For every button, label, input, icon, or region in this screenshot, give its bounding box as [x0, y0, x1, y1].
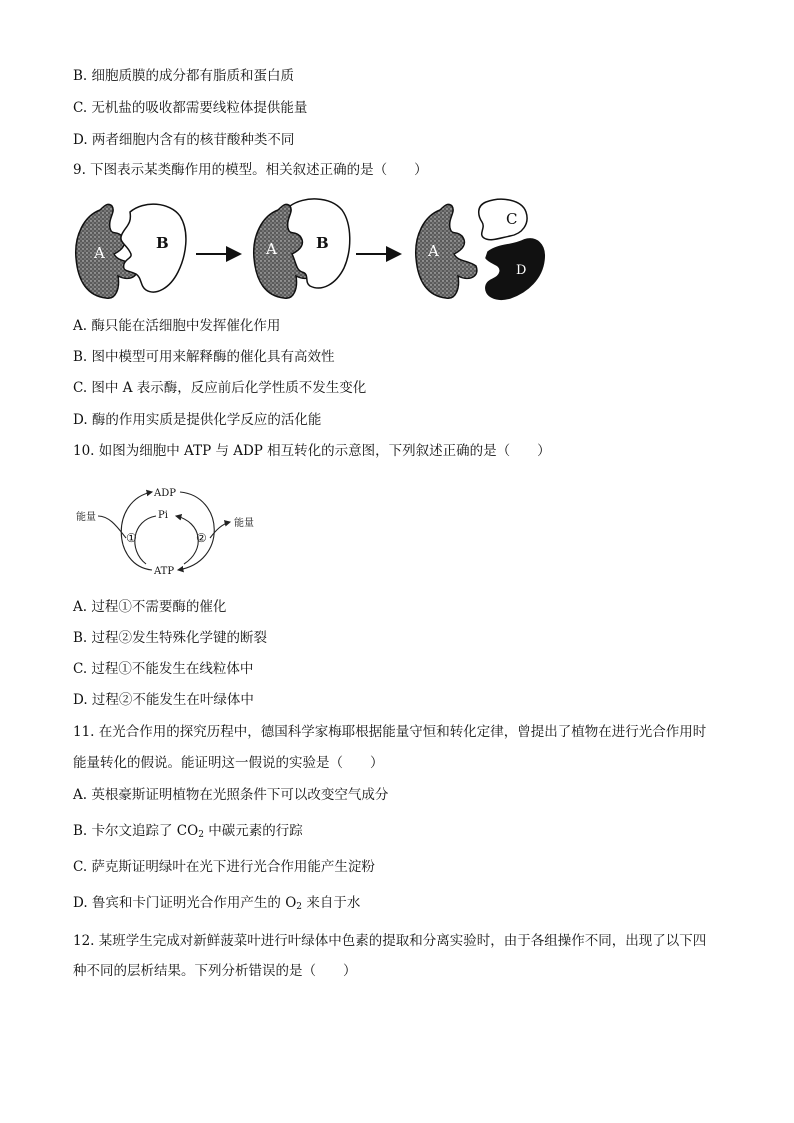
atp-label: ATP	[154, 566, 175, 577]
q11-stem-line2: 能量转化的假说。能证明这一假说的实验是（ ）	[73, 755, 384, 771]
arc-inner-left	[135, 516, 156, 564]
q9-option-a: A. 酶只能在活细胞中发挥催化作用	[73, 318, 281, 334]
energy-left-label: 能量	[76, 512, 96, 523]
substrate-b-shape	[121, 204, 186, 292]
q11-option-d	[73, 894, 360, 916]
q9-option-c: C. 图中 A 表示酶，反应前后化学性质不发生变化	[73, 380, 367, 396]
arc-inner-right	[176, 516, 198, 564]
q11-option-b-subscript: 2	[198, 830, 204, 840]
stage-3	[416, 199, 545, 299]
q11-stem-line1: 11. 在光合作用的探究历程中，德国科学家梅耶根据能量守恒和转化定律，曾提出了植物在进行光合作用时	[73, 724, 707, 740]
q10-option-b: B. 过程②发生特殊化学键的断裂	[73, 630, 268, 646]
q11-option-c: C. 萨克斯证明绿叶在光下进行光合作用能产生淀粉	[73, 859, 375, 875]
label-c: C	[506, 210, 518, 228]
q11-option-d-text: D. 鲁宾和卡门证明光合作用产生的 O	[73, 895, 297, 911]
stage-2	[254, 199, 350, 298]
energy-out-arrow	[210, 522, 230, 538]
atp-adp-cycle-diagram	[72, 480, 272, 580]
label-a-3: A	[428, 242, 439, 260]
label-a-2: A	[266, 240, 277, 258]
label-a-1: A	[94, 244, 105, 262]
enzyme-a-shape	[76, 204, 137, 298]
label-d: D	[516, 263, 527, 278]
product-c-shape	[479, 199, 527, 239]
q10-stem: 10. 如图为细胞中 ATP 与 ADP 相互转化的示意图，下列叙述正确的是（ ）	[73, 443, 551, 459]
q10-option-d: D. 过程②不能发生在叶绿体中	[73, 692, 254, 708]
q9-option-b: B. 图中模型可用来解释酶的催化具有高效性	[73, 349, 335, 365]
q12-stem-line2: 种不同的层析结果。下列分析错误的是（ ）	[73, 963, 357, 979]
label-b-2: B	[316, 234, 329, 252]
q11-option-a: A. 英根豪斯证明植物在光照条件下可以改变空气成分	[73, 787, 389, 803]
q10-option-a: A. 过程①不需要酶的催化	[73, 599, 227, 615]
step-2-label: ②	[196, 531, 207, 545]
stage-1	[76, 204, 186, 298]
q9-stem: 9. 下图表示某类酶作用的模型。相关叙述正确的是（ ）	[73, 162, 428, 178]
q11-option-d-text-end: 来自于水	[302, 895, 361, 911]
energy-right-label: 能量	[234, 518, 254, 529]
step-1-label: ①	[126, 531, 137, 545]
pi-label: Pi	[158, 510, 168, 521]
q11-option-b-text: B. 卡尔文追踪了 CO	[73, 823, 199, 839]
q8-option-d: D. 两者细胞内含有的核苷酸种类不同	[73, 132, 295, 148]
enzyme-model-diagram	[70, 192, 560, 312]
q11-option-b-text-end: 中碳元素的行踪	[203, 823, 303, 839]
q8-option-c: C. 无机盐的吸收都需要线粒体提供能量	[73, 100, 308, 116]
q11-option-d-subscript: 2	[296, 902, 303, 912]
q12-stem-line1: 12. 某班学生完成对新鲜菠菜叶进行叶绿体中色素的提取和分离实验时，由于各组操作不同，出现了以下四	[73, 933, 707, 949]
q8-option-b: B. 细胞质膜的成分都有脂质和蛋白质	[73, 68, 295, 84]
q11-option-b	[73, 822, 303, 844]
q9-option-d: D. 酶的作用实质是提供化学反应的活化能	[73, 412, 322, 428]
q10-option-c: C. 过程①不能发生在线粒体中	[73, 661, 254, 677]
label-b-1: B	[156, 234, 169, 252]
adp-label: ADP	[154, 488, 176, 499]
